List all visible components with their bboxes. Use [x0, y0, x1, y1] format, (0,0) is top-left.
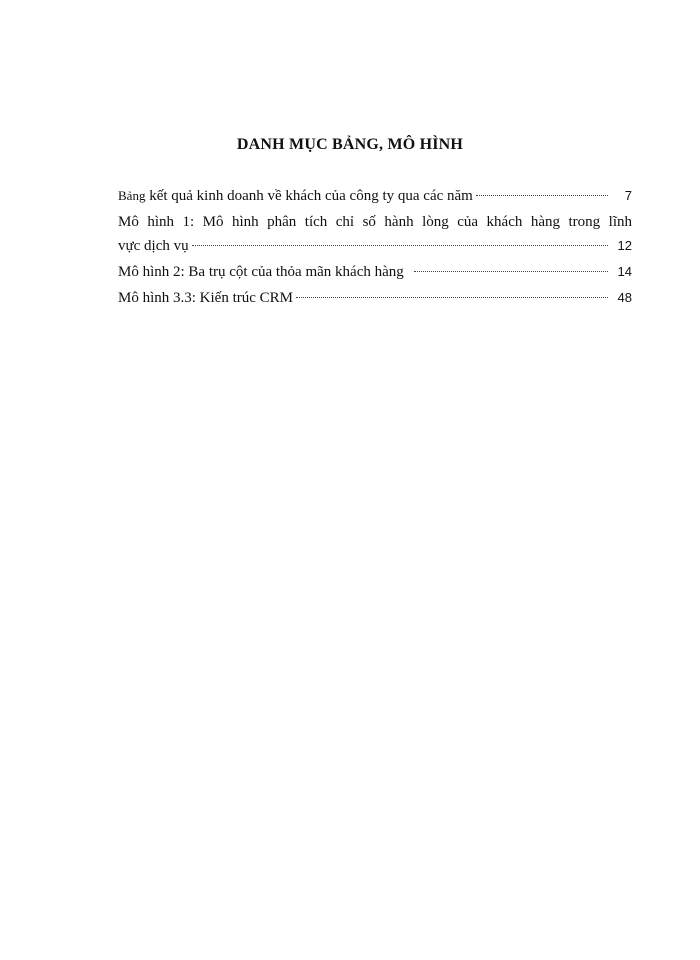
toc-entry-model-1-line1[interactable] — [118, 212, 632, 232]
toc-entry-text: Mô hình 1: Mô hình phân tích chỉ số hành lòng của khách hàng trong lĩnh — [118, 214, 632, 230]
dot-leader — [414, 271, 608, 272]
page-title: DANH MỤC BẢNG, MÔ HÌNH — [236, 136, 464, 153]
toc-entry-label — [118, 186, 473, 206]
toc-page-number: 48 — [617, 290, 632, 305]
toc-entry-text: Mô hình 3.3: Kiến trúc CRM — [118, 290, 293, 306]
dot-leader — [192, 245, 608, 246]
table-of-figures — [118, 186, 632, 314]
toc-entry-text: Mô hình 2: Ba trụ cột của thỏa mãn khách hàng — [118, 264, 404, 280]
toc-page-number: 12 — [617, 238, 632, 253]
toc-entry-text: kết quả kinh doanh về khách của công ty qua các năm — [145, 188, 473, 204]
dot-leader — [476, 195, 608, 196]
dot-leader — [296, 297, 608, 298]
toc-entry-prefix: Bảng — [118, 188, 146, 203]
toc-entry-model-1-line2[interactable] — [118, 236, 632, 256]
toc-page-number: 14 — [617, 264, 632, 279]
toc-entry-model-2[interactable] — [118, 262, 632, 282]
toc-entry-text-continued: vực dịch vụ — [118, 238, 189, 254]
toc-page-number: 7 — [624, 188, 632, 203]
toc-entry-model-3-3[interactable] — [118, 288, 632, 308]
toc-entry-table-business-results[interactable] — [118, 186, 632, 206]
